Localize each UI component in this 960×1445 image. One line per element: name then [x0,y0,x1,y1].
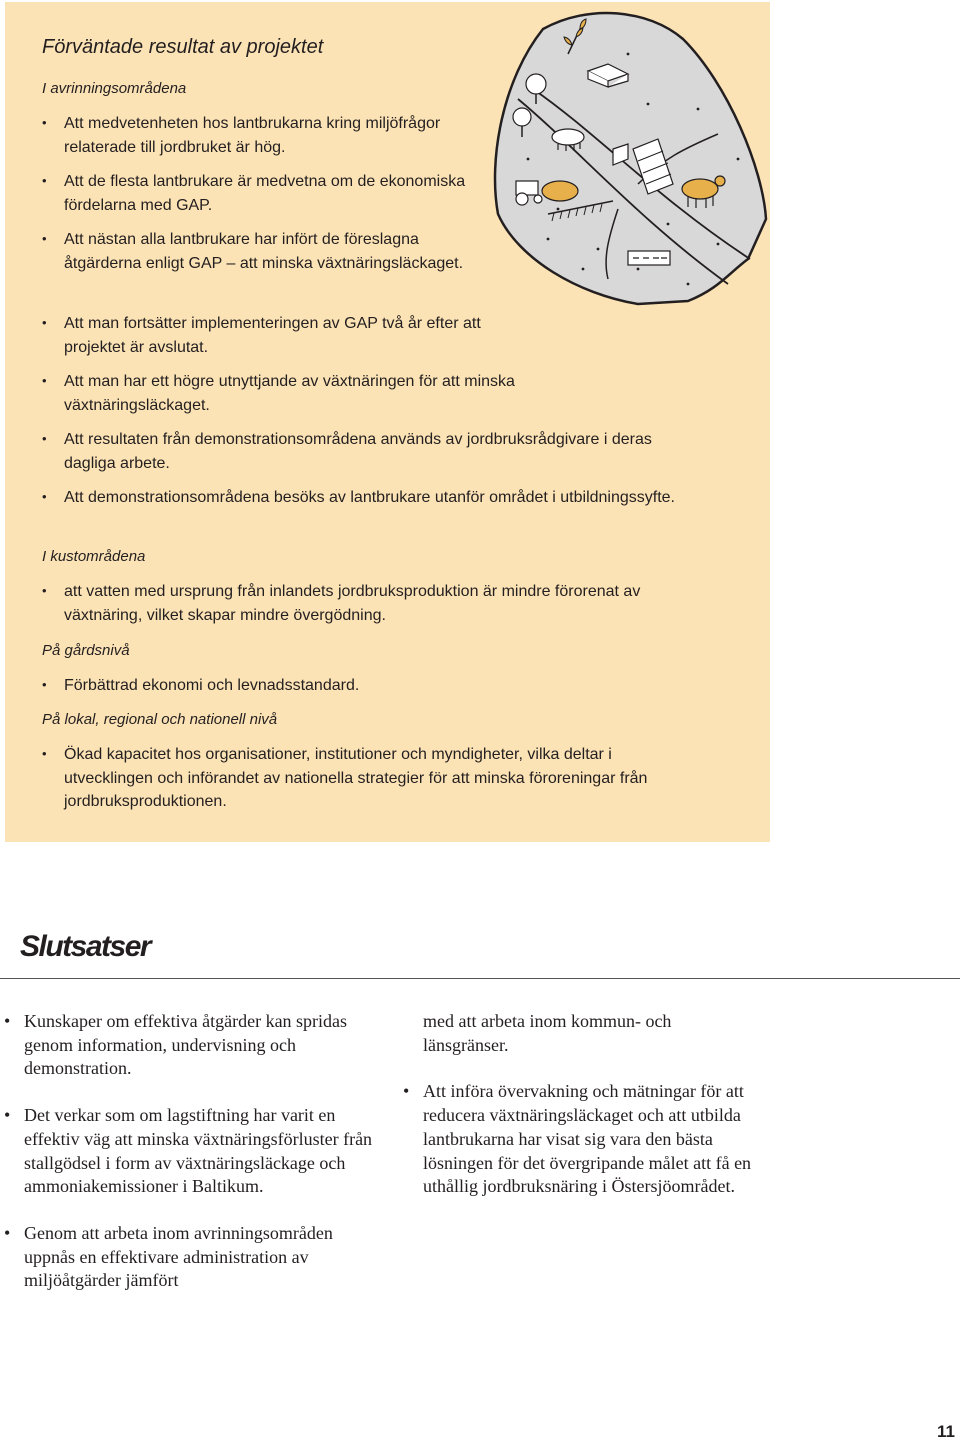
farmhouse-icon [628,251,670,265]
catchment-list-b [42,312,675,510]
coast-list [42,580,642,627]
farm-landscape-illustration [488,9,770,307]
conclusions-title: Slutsatser [20,930,151,963]
list-item: • Att resultaten från demonstrationsområdena används av jordbruksrådgivare i deras dagliga arbete. [42,428,664,475]
list-item: • Att man har ett högre utnyttjande av växtnäringen för att minska växtnäringsläckaget. [42,370,654,417]
list-item: • Att de flesta lantbrukare är medvetna om de ekonomiska fördelarna med GAP. [42,170,472,217]
conclusions-right-column [403,1010,783,1222]
list-item: • Ökad kapacitet hos organisationer, institutioner och myndigheter, vilka deltar i utvecklingen och införandet av nationella strategier för att minska föroreningar från jordbruksproduktionen. [42,743,652,814]
list-item: • Att man fortsätter implementeringen av GAP två år efter att projektet är avslutat. [42,312,534,359]
list-item: • Att demonstrationsområdena besöks av lantbrukare utanför området i utbildningssyfte. [42,486,679,510]
list-item: • Att införa övervakning och mätningar för att reducera växtnäringsläckaget och att utbilda lantbrukarna har visat sig vara den bästa lösningen för det övergripande målet att få en uthållig jordbruksnäring i Östersjöområdet. [403,1080,773,1199]
list-item: • Att medvetenheten hos lantbrukarna kring miljöfrågor relaterade till jordbruket är hög. [42,112,472,159]
list-item: • att vatten med ursprung från inlandets jordbruksproduktion är mindre förorenat av växtnäring, vilket skapar mindre övergödning. [42,580,642,627]
box-title: Förväntade resultat av projektet [42,36,324,58]
list-item: • Genom att arbeta inom avrinningsområden uppnås en effektivare administration av miljöåtgärder jämfört [4,1222,374,1293]
section-heading-levels: På lokal, regional och nationell nivå [42,711,278,728]
conclusions-left-column [4,1010,384,1316]
list-item-continuation: med att arbeta inom kommun- och länsgränser. [423,1011,672,1055]
conclusions-divider [0,978,960,979]
catchment-list-a [42,112,472,275]
levels-list [42,743,652,814]
section-heading-farm: På gårdsnivå [42,642,130,659]
section-heading-coast: I kustområdena [42,548,146,565]
expected-results-box [5,2,770,842]
list-item: • Kunskaper om effektiva åtgärder kan spridas genom information, undervisning och demonstration. [4,1010,364,1081]
farm-list [42,674,642,698]
list-item: • Det verkar som om lagstiftning har varit en effektiv väg att minska växtnäringsförluster från stallgödsel i form av växtnäringsläckage och ammoniakemissioner i Baltikum. [4,1104,374,1199]
list-item: • Att nästan alla lantbrukare har infört de föreslagna åtgärderna enligt GAP – att minska växtnäringsläckaget. [42,228,472,275]
page-number: 11 [937,1422,955,1441]
section-heading-catchment: I avrinningsområdena [42,80,187,97]
list-item: • Förbättrad ekonomi och levnadsstandard. [42,674,642,698]
